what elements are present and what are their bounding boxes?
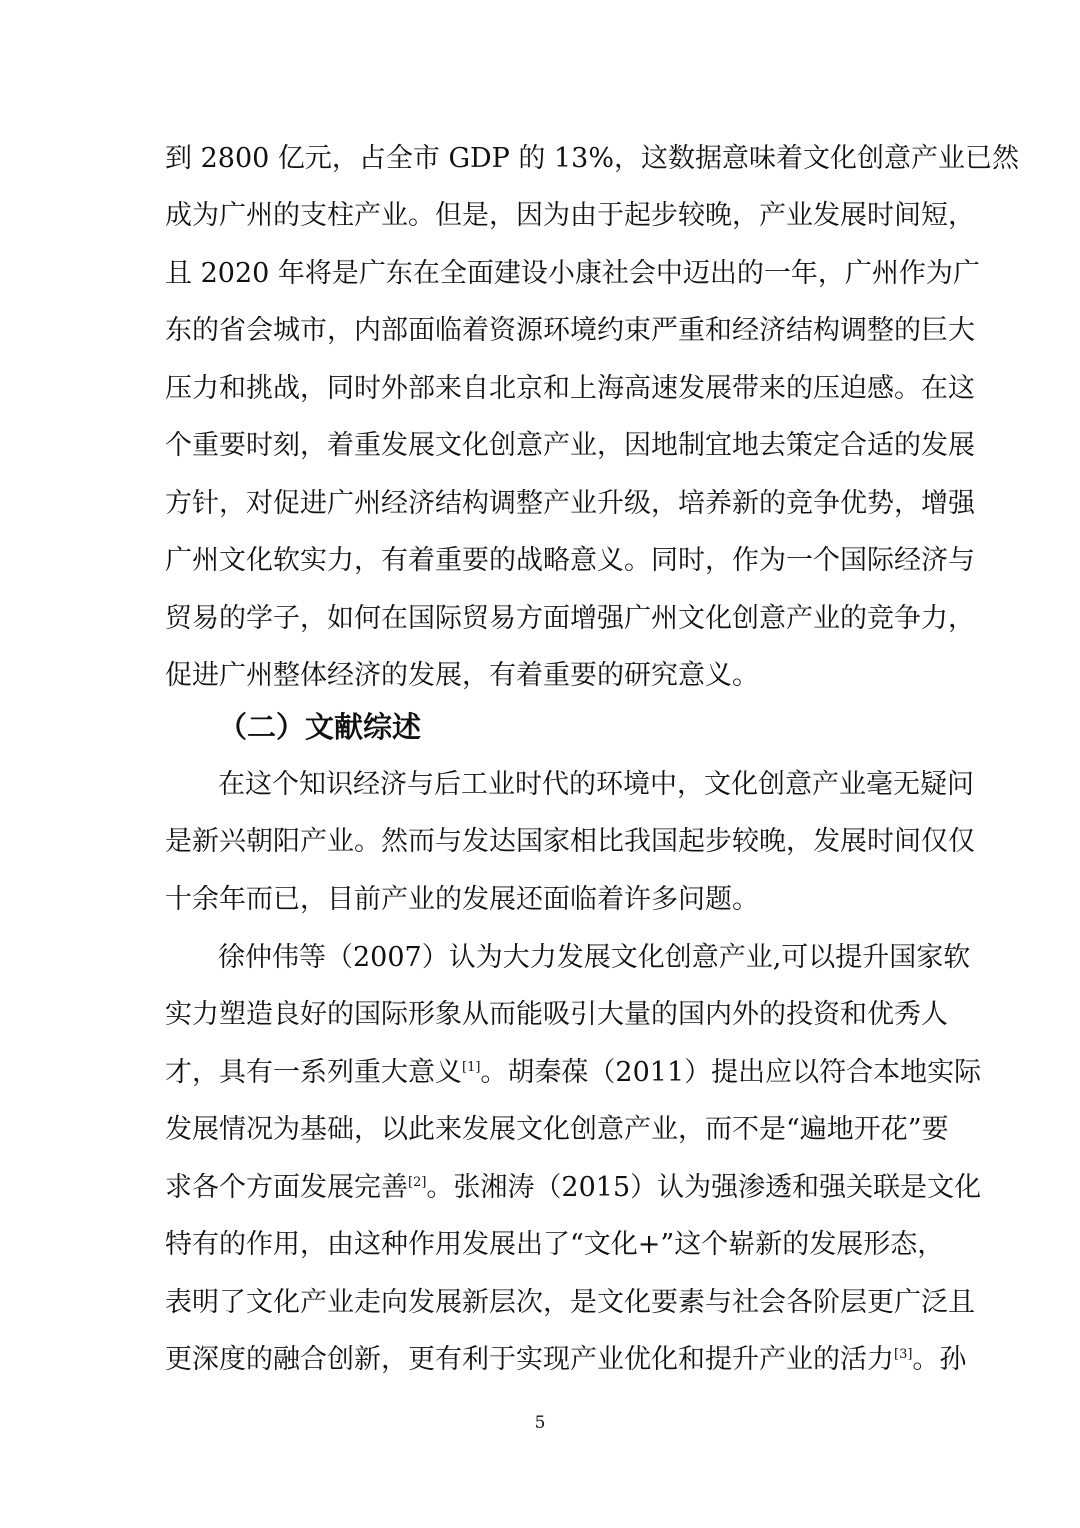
body-text-line: 方针，对促进广州经济结构调整产业升级，培养新的竞争优势，增强: [165, 488, 975, 519]
body-text-line: 贸易的学子，如何在国际贸易方面增强广州文化创意产业的竞争力，: [165, 603, 975, 634]
citation-reference: [1]: [462, 1060, 481, 1075]
body-text-line: 十余年而已，目前产业的发展还面临着许多问题。: [165, 884, 759, 915]
body-text-segment: 。张湘涛（2015）认为强渗透和强关联是文化: [426, 1172, 982, 1203]
body-text-line: 特有的作用，由这种作用发展出了“文化+”这个崭新的发展形态，: [165, 1229, 945, 1260]
body-text-line: 在这个知识经济与后工业时代的环境中，文化创意产业毫无疑问: [218, 769, 974, 800]
body-text-segment: 才，具有一系列重大意义: [165, 1057, 462, 1088]
body-text-segment: 更深度的融合创新，更有利于实现产业优化和提升产业的活力: [165, 1344, 894, 1375]
body-text-line: 成为广州的支柱产业。但是，因为由于起步较晚，产业发展时间短，: [165, 200, 975, 231]
body-text-line: 且 2020 年将是广东在全面建设小康社会中迈出的一年，广州作为广: [165, 258, 980, 289]
body-text-line: [165, 1170, 982, 1206]
body-text-line: 发展情况为基础，以此来发展文化创意产业，而不是“遍地开花”要: [165, 1114, 949, 1145]
body-text-line: [165, 1342, 967, 1378]
body-text-segment: 求各个方面发展完善: [165, 1172, 408, 1203]
body-text-segment: 。胡秦葆（2011）提出应以符合本地实际: [480, 1057, 982, 1088]
body-text-segment: 。孙: [912, 1344, 967, 1375]
body-text-line: 是新兴朝阳产业。然而与发达国家相比我国起步较晚，发展时间仅仅: [165, 826, 975, 857]
body-text-line: 表明了文化产业走向发展新层次，是文化要素与社会各阶层更广泛且: [165, 1287, 975, 1318]
body-text-line: 实力塑造良好的国际形象从而能吸引大量的国内外的投资和优秀人: [165, 999, 948, 1030]
body-text-line: 个重要时刻，着重发展文化创意产业，因地制宜地去策定合适的发展: [165, 430, 975, 461]
body-text-line: 广州文化软实力，有着重要的战略意义。同时，作为一个国际经济与: [165, 545, 975, 576]
citation-reference: [3]: [894, 1347, 913, 1362]
body-text-line: 东的省会城市，内部面临着资源环境约束严重和经济结构调整的巨大: [165, 315, 975, 346]
citation-reference: [2]: [408, 1175, 427, 1190]
page-number: 5: [534, 1413, 546, 1433]
body-text-line: 到 2800 亿元，占全市 GDP 的 13%，这数据意味着文化创意产业已然: [165, 143, 1020, 174]
section-heading: （二）文献综述: [218, 710, 422, 744]
body-text-line: [165, 1055, 982, 1091]
body-text-line: 徐仲伟等（2007）认为大力发展文化创意产业,可以提升国家软: [218, 942, 971, 973]
body-text-line: 促进广州整体经济的发展，有着重要的研究意义。: [165, 660, 759, 691]
body-text-line: 压力和挑战，同时外部来自北京和上海高速发展带来的压迫感。在这: [165, 373, 975, 404]
